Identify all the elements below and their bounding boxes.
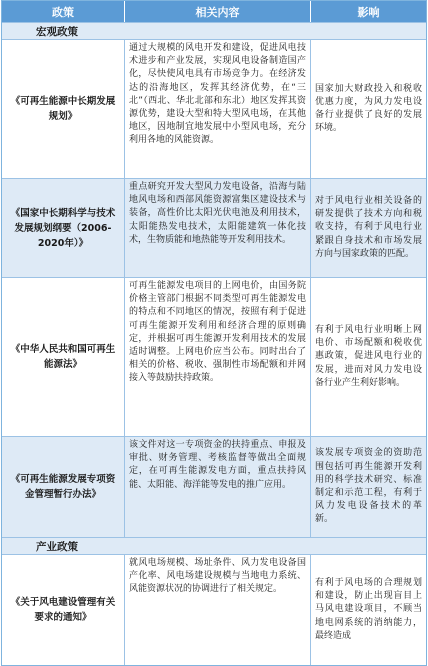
section-title-macro: 宏观政策 xyxy=(2,22,426,39)
section-title-industry: 产业政策 xyxy=(2,537,426,554)
policy-name: 《关于风电建设管理有关要求的通知》 xyxy=(2,555,125,665)
policy-impact: 对于风电行业相关设备的研发提供了技术方向和税收支持，有利于风电行业紧跟自身技术和市场发展方向与国家政策的匹配。 xyxy=(315,195,422,259)
policy-name: 《中华人民共和国可再生能源法》 xyxy=(2,278,125,436)
policy-content: 该文件对这一专项资金的扶持重点、申报及审批、财务管理、考核监督等做出全面规定，在可再生能源发电方面，重点扶持风能、太阳能、海洋能等发电的推广应用。 xyxy=(125,437,311,537)
policy-name: 《可再生能源发展专项资金管理暂行办法》 xyxy=(2,437,125,537)
policy-impact: 有利于风电行业明晰上网电价、市场配额和税收优惠政策，促进风电行业的发展，进而对风力发电设备行业产生利好影响。 xyxy=(315,324,422,388)
table-row xyxy=(2,39,426,178)
policy-name: 《可再生能源中长期发展规划》 xyxy=(2,40,125,178)
policy-impact: 有利于风电场的合理规划和建设，防止出现盲目上马风电建设项目，不顾当地电网系统的消纳能力，最终造成 xyxy=(315,577,422,641)
policy-content: 就风电场规模、场址条件、风力发电设备国产化率、风电场建设规模与当地电力系统、风能资源状况的协调进行了相关规定。 xyxy=(125,555,311,665)
policy-table xyxy=(1,0,427,666)
header-policy: 政策 xyxy=(2,1,125,22)
policy-impact: 该发展专项资金的资助范围包括可再生能源开发利用的科学技术研究、标准制定和示范工程，有利于风力发电设备技术的革新。 xyxy=(315,448,422,525)
header-content: 相关内容 xyxy=(125,1,311,22)
header-impact: 影响 xyxy=(357,5,380,19)
table-header xyxy=(2,1,426,22)
policy-content: 重点研究开发大型风力发电设备，沿海与陆地风电场和西部风能资源富集区建设技术与装备，高性价比太阳光伏电池及利用技术，太阳能热发电技术，太阳能建筑一体化技术，生物质能和地热能等开发利用技术。 xyxy=(125,179,311,277)
policy-content: 通过大规模的风电开发和建设，促进风电技术进步和产业发展，实现风电设备制造国产化，尽快使风电具有市场竞争力。在经济发达的沿海地区，发挥其经济优势，在“三北”（西北、华北北部和东北）地区发挥其资源优势，建设大型和特大型风电场，在其他地区，因地制宜地发展中小型风电场，充分利用各地的风能资源。 xyxy=(125,40,311,178)
table-row xyxy=(2,554,426,665)
table-row xyxy=(2,436,426,537)
policy-impact: 国家加大财政投入和税收优惠力度，为风力发电设备行业提供了良好的发展环境。 xyxy=(315,83,422,134)
table-row xyxy=(2,277,426,436)
policy-content: 可再生能源发电项目的上网电价，由国务院价格主管部门根据不同类型可再生能源发电的特点和不同地区的情况，按照有利于促进可再生能源开发利用和经济合理的原则确定，并根据可再生能源开发利用技术的发展适时调整。上网电价应当公布。同时出台了相关的价格、税收、强制性市场配额和并网接入等鼓励扶持政策。 xyxy=(125,278,311,436)
policy-name: 《国家中长期科学与技术发展规划纲要（2006-2020年）》 xyxy=(2,179,125,277)
table-row xyxy=(2,178,426,277)
